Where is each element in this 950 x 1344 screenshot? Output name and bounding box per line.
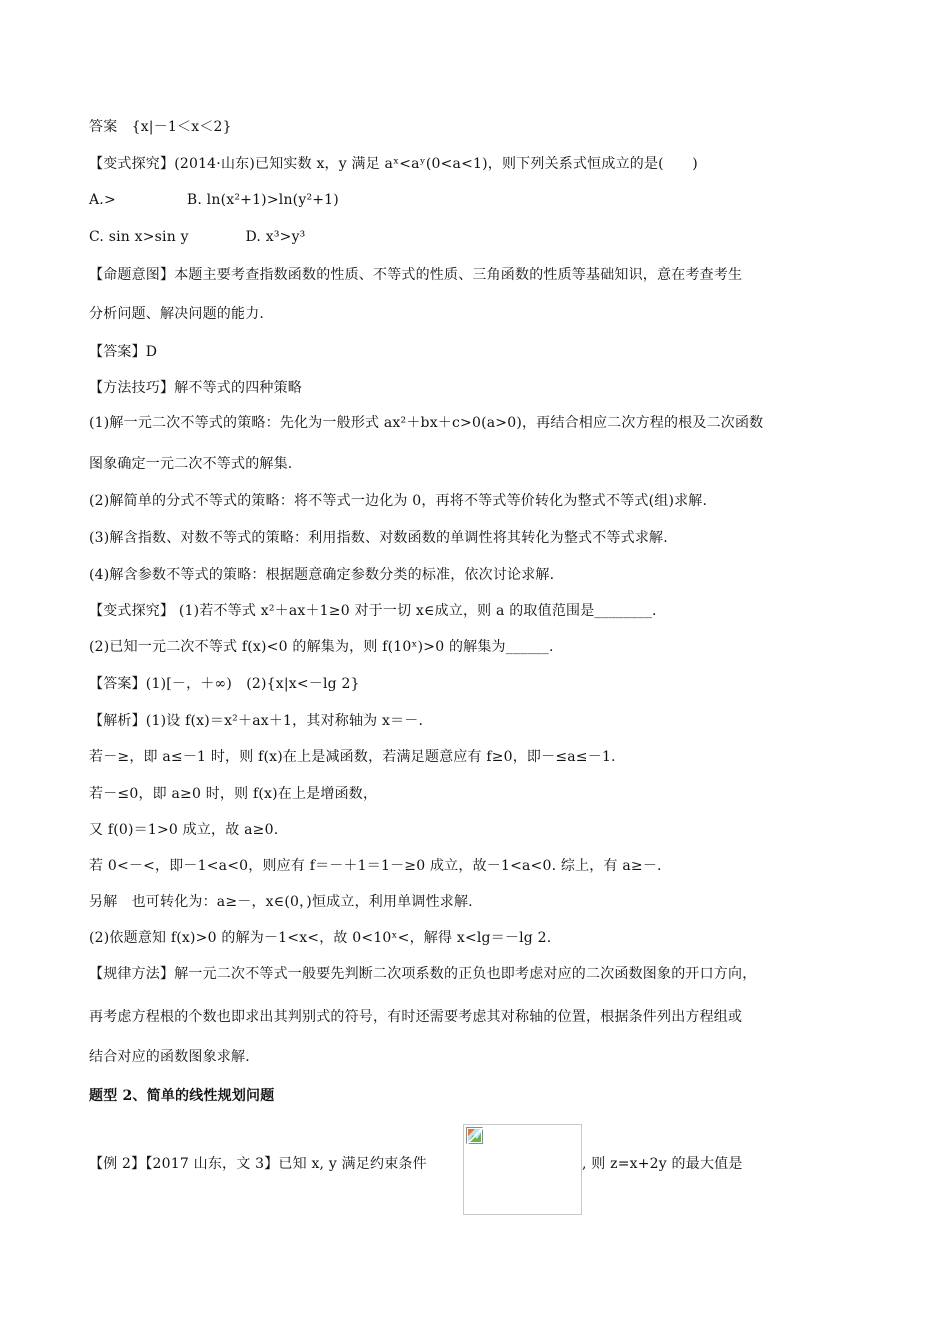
text-line: 若－≥，即 a≤－1 时，则 f(x)在上是减函数，若满足题意应有 f≥0，即－≤a≤－1. <box>89 749 616 765</box>
text-line: 又 f(0)＝1>0 成立，故 a≥0. <box>89 822 279 838</box>
broken-image-icon <box>466 1127 484 1145</box>
text-line: A.> B. ln(x²+1)>ln(y²+1) <box>89 192 339 208</box>
text-line: 【答案】(1)[－，＋∞) (2){x|x<－lg 2} <box>89 676 360 692</box>
example-text-before: 【例 2】【2017 山东，文 3】已知 x, y 满足约束条件 <box>89 1156 427 1172</box>
text-line: 答案 {x|－1＜x＜2} <box>89 119 232 135</box>
constraint-image-placeholder <box>463 1124 582 1215</box>
text-line: 另解 也可转化为：a≥－，x∈(0，)恒成立，利用单调性求解. <box>89 894 473 910</box>
section-title: 题型 2、简单的线性规划问题 <box>89 1088 275 1104</box>
text-line: 再考虑方程根的个数也即求出其判别式的符号，有时还需要考虑其对称轴的位置，根据条件列出方程组或 <box>89 1009 743 1025</box>
text-line: 【解析】(1)设 f(x)＝x²＋ax＋1，其对称轴为 x＝－. <box>89 713 424 729</box>
text-line: (3)解含指数、对数不等式的策略：利用指数、对数函数的单调性将其转化为整式不等式求解. <box>89 530 668 546</box>
text-line: (2)已知一元二次不等式 f(x)<0 的解集为，则 f(10ˣ)>0 的解集为______. <box>89 639 554 655</box>
text-line: 结合对应的函数图象求解. <box>89 1049 250 1065</box>
text-line: 【规律方法】解一元二次不等式一般要先判断二次项系数的正负也即考虑对应的二次函数图象的开口方向， <box>89 966 757 982</box>
text-line: 图象确定一元二次不等式的解集. <box>89 456 293 472</box>
text-line: (1)解一元二次不等式的策略：先化为一般形式 ax²＋bx＋c>0(a>0)，再结合相应二次方程的根及二次函数 <box>89 415 764 431</box>
text-line: (4)解含参数不等式的策略：根据题意确定参数分类的标准，依次讨论求解. <box>89 567 555 583</box>
text-line: 分析问题、解决问题的能力. <box>89 306 265 322</box>
text-line: 【方法技巧】解不等式的四种策略 <box>89 380 302 396</box>
text-line: (2)解简单的分式不等式的策略：将不等式一边化为 0，再将不等式等价转化为整式不等式(组)求解. <box>89 493 708 509</box>
text-line: 若 0<－<，即－1<a<0，则应有 f＝－＋1＝1－≥0 成立，故－1<a<0. 综上，有 a≥－. <box>89 858 662 874</box>
text-line: 【命题意图】本题主要考查指数函数的性质、不等式的性质、三角函数的性质等基础知识，意在考查考生 <box>89 267 743 283</box>
text-line: 【变式探究】 (1)若不等式 x²＋ax＋1≥0 对于一切 x∈成立，则 a 的取值范围是________. <box>89 603 657 619</box>
text-line: 【变式探究】(2014·山东)已知实数 x，y 满足 aˣ<aʸ(0<a<1)，则下列关系式恒成立的是( ) <box>89 156 698 172</box>
text-line: 若－≤0，即 a≥0 时，则 f(x)在上是增函数， <box>89 786 378 802</box>
text-line: C. sin x>sin y D. x³>y³ <box>89 229 306 245</box>
example-text-after: , 则 z=x+2y 的最大值是 <box>582 1156 743 1172</box>
text-line: 【答案】D <box>89 344 158 360</box>
text-line: (2)依题意知 f(x)>0 的解为－1<x<，故 0<10ˣ<，解得 x<lg＝－lg 2. <box>89 930 552 946</box>
